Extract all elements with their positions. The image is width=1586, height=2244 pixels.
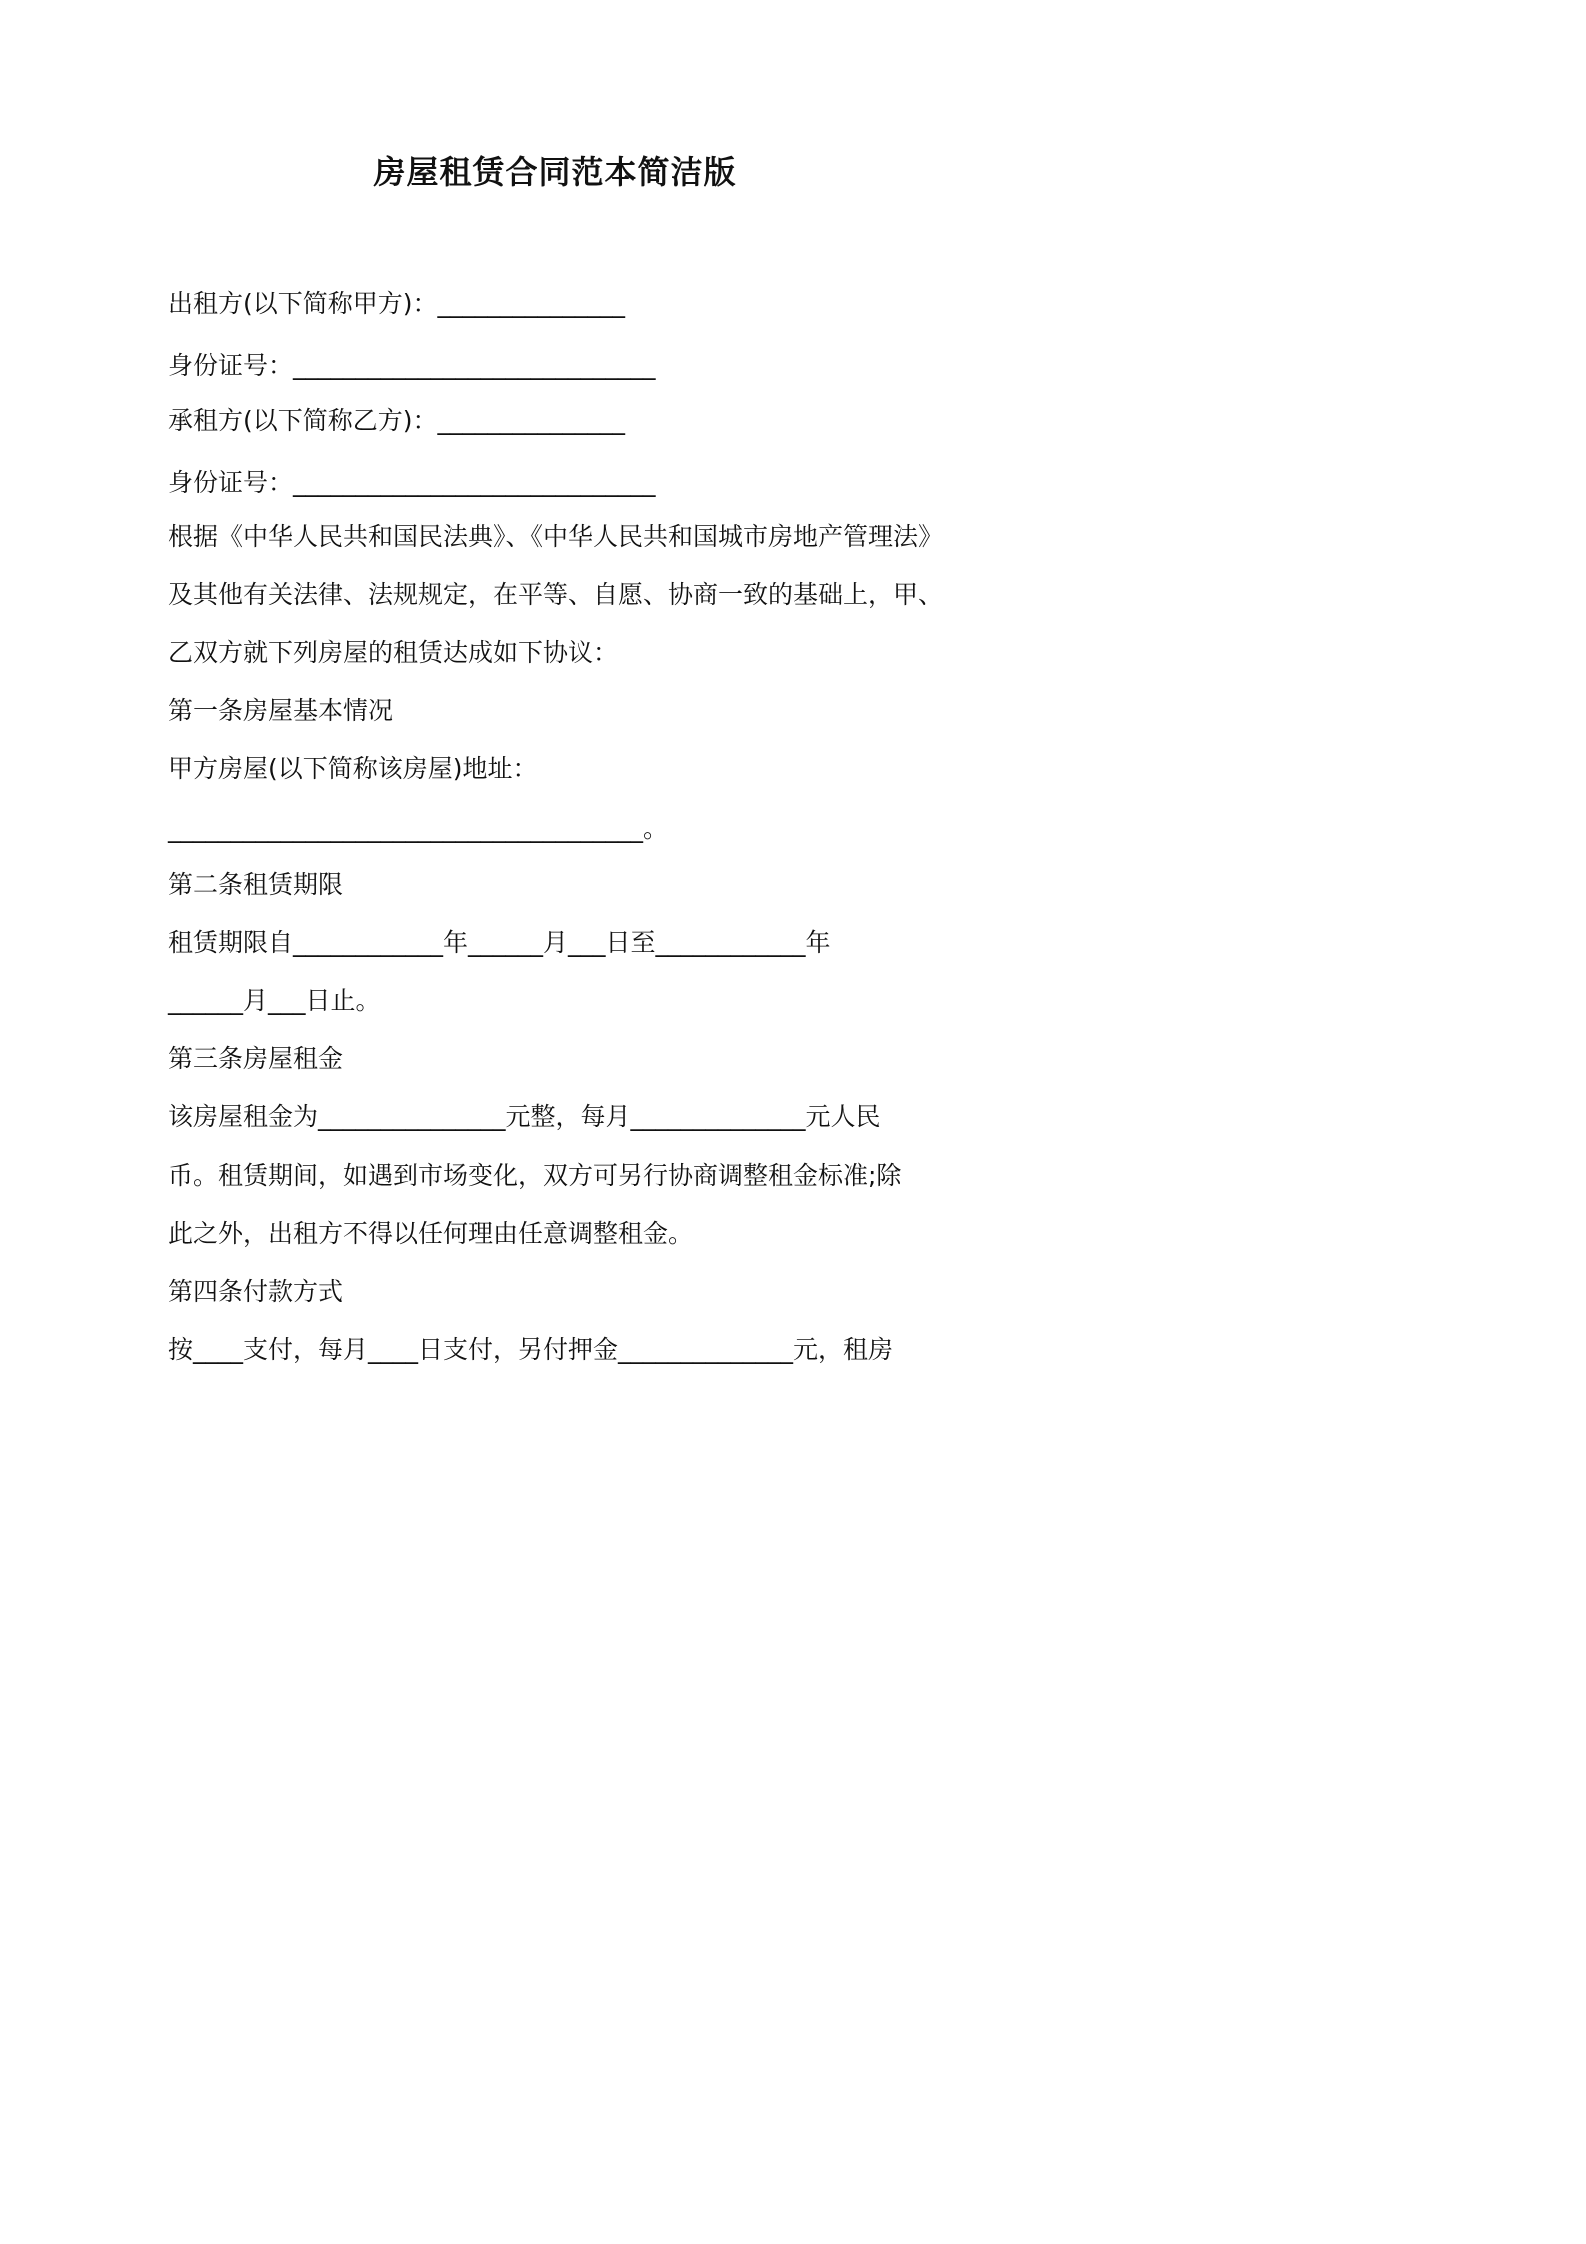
address-blank-line: ______________________________________。 — [168, 814, 669, 843]
lessee-id-line: 身份证号：_____________________________ — [168, 468, 656, 497]
article-4-heading: 第四条付款方式 — [168, 1277, 344, 1306]
preamble-line-2: 及其他有关法律、法规规定，在平等、自愿、协商一致的基础上，甲、 — [168, 580, 944, 609]
preamble-line-3: 乙双方就下列房屋的租赁达成如下协议： — [168, 638, 619, 667]
lease-term-line-1: 租赁期限自____________年______月___日至____________年 — [168, 928, 831, 957]
payment-line-1: 按____支付，每月____日支付，另付押金______________元，租房 — [168, 1335, 894, 1364]
lessor-line: 出租方(以下简称甲方)：_______________ — [168, 289, 626, 318]
preamble-line-1: 根据《中华人民共和国民法典》、《中华人民共和国城市房地产管理法》 — [168, 522, 944, 551]
lease-term-line-2: ______月___日止。 — [168, 986, 381, 1015]
address-label-line: 甲方房屋(以下简称该房屋)地址： — [168, 754, 538, 783]
lessee-line: 承租方(以下简称乙方)：_______________ — [168, 406, 626, 435]
article-1-heading: 第一条房屋基本情况 — [168, 696, 394, 725]
document-title: 房屋租赁合同范本简洁版 — [373, 153, 737, 191]
lessor-id-line: 身份证号：_____________________________ — [168, 351, 656, 380]
document-page — [0, 0, 1100, 1556]
rent-line-3: 此之外，出租方不得以任何理由任意调整租金。 — [168, 1219, 694, 1248]
article-2-heading: 第二条租赁期限 — [168, 870, 344, 899]
rent-line-2: 币。租赁期间，如遇到市场变化，双方可另行协商调整租金标准;除 — [168, 1161, 902, 1190]
article-3-heading: 第三条房屋租金 — [168, 1044, 344, 1073]
rent-line-1: 该房屋租金为_______________元整，每月______________元人民 — [168, 1102, 881, 1131]
